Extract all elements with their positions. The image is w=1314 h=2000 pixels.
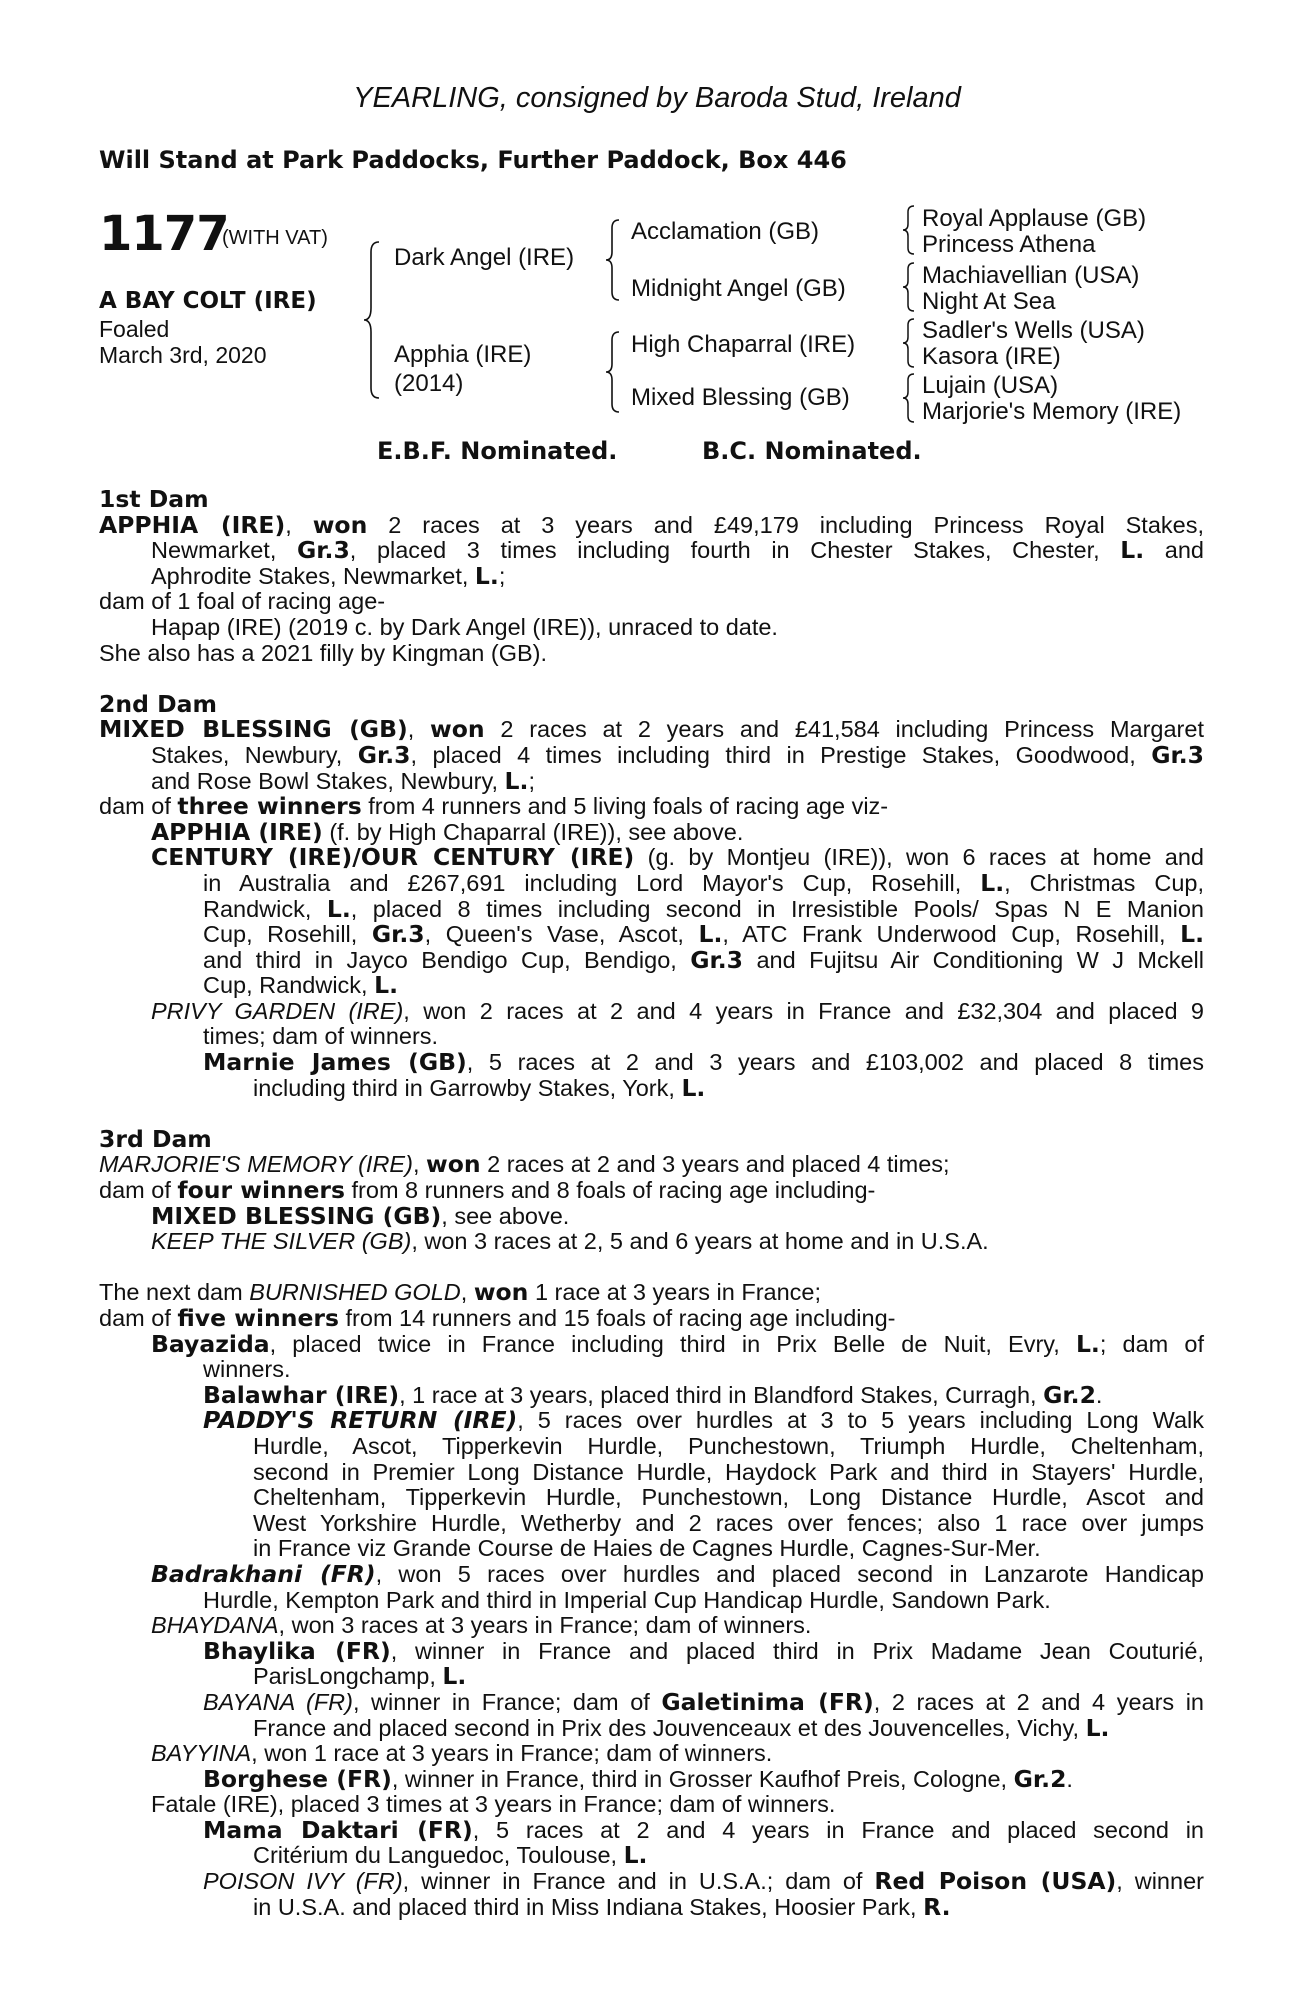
line-text: , placed 3 times including fourth in Chester Stakes, Chester, <box>349 537 1121 564</box>
line-text: Cup, Rosehill, <box>203 921 372 948</box>
catalogue-line <box>99 1201 1204 1230</box>
paragraph-gap <box>99 1101 1204 1127</box>
line-text: Fatale (IRE), placed 3 times at 3 years in France; dam of winners. <box>151 1791 836 1818</box>
emphasis-text: 1st Dam <box>99 485 209 513</box>
line-text: Critérium du Languedoc, Toulouse, <box>253 1842 624 1869</box>
lot-number: 1177 <box>99 206 229 262</box>
ss-sire-name: Royal Applause (GB) <box>922 205 1147 232</box>
emphasis-text: 3rd Dam <box>99 1124 212 1153</box>
emphasis-text: Gr.3 <box>690 945 744 974</box>
emphasis-text: Balawhar (IRE) <box>203 1380 400 1409</box>
catalogue-line <box>99 999 1204 1025</box>
line-text: in U.S.A. and placed third in Miss Indiana Stakes, Hoosier Park, <box>253 1893 924 1920</box>
emphasis-text: Gr.3 <box>1151 740 1204 769</box>
emphasis-text: APPHIA (IRE) <box>151 817 323 846</box>
line-text: , won 3 races at 2, 5 and 6 years at home and in U.S.A. <box>411 1228 989 1255</box>
catalogue-line <box>99 561 1204 590</box>
emphasis-text: L. <box>474 561 499 590</box>
emphasis-text: three winners <box>177 792 362 821</box>
emphasis-text: CENTURY (IRE)/OUR CENTURY (IRE) <box>151 843 635 872</box>
catalogue-line <box>99 766 1204 795</box>
emphasis-text: L. <box>698 920 723 949</box>
catalogue-line <box>99 641 1204 667</box>
catalogue-line <box>99 973 1204 999</box>
line-text: , 5 races at 2 and 4 years in France and placed second in <box>472 1816 1204 1843</box>
emphasis-text: APPHIA (IRE) <box>99 510 286 539</box>
consignment-title: YEARLING, consigned by Baroda Stud, Ireland <box>353 82 961 114</box>
line-text: , 5 races at 2 and 3 years and £103,002 and placed 8 times <box>466 1049 1204 1076</box>
line-text: Cheltenham, Tipperkevin Hurdle, Punchestown, Long Distance Hurdle, Ascot and <box>253 1484 1204 1511</box>
catalogue-line <box>99 717 1204 743</box>
emphasis-text: L. <box>980 868 1005 897</box>
line-text: (g. by Montjeu (IRE)), won 6 races at home and <box>634 844 1205 871</box>
catalogue-body <box>99 487 1204 1920</box>
line-text: second in Premier Long Distance Hurdle, Haydock Park and third in Stayers' Hurdle, <box>253 1458 1204 1485</box>
emphasis-text: Gr.2 <box>1043 1380 1096 1409</box>
emphasis-text: Galetinima (FR) <box>661 1687 874 1716</box>
catalogue-line <box>99 1613 1204 1639</box>
catalogue-line <box>99 1229 1204 1255</box>
sd-sire-name: Machiavellian (USA) <box>922 262 1140 289</box>
emphasis-text: BAYANA (FR) <box>203 1688 353 1715</box>
catalogue-line <box>99 1329 1204 1358</box>
line-text: Hurdle, Ascot, Tipperkevin Hurdle, Punchestown, Triumph Hurdle, Cheltenham, <box>253 1432 1204 1459</box>
catalogue-line <box>99 510 1204 539</box>
paragraph-gap <box>99 1255 1204 1281</box>
dam-name: Apphia (IRE) <box>394 341 532 368</box>
ebf-nomination: E.B.F. Nominated. <box>377 437 618 465</box>
emphasis-text: Gr.2 <box>1013 1764 1067 1793</box>
pedigree-brace-sire <box>605 218 623 302</box>
line-text: , won 3 races at 3 years in France; dam of winners. <box>278 1612 812 1639</box>
line-text: , Queen's Vase, Ascot, <box>424 921 699 948</box>
line-text: Aphrodite Stakes, Newmarket, <box>151 562 475 589</box>
line-text: , won 5 races over hurdles and placed second in Lanzarote Handicap <box>375 1560 1204 1587</box>
line-text: in Australia and £267,691 including Lord Mayor's Cup, Rosehill, <box>203 869 981 896</box>
catalogue-line <box>99 740 1204 769</box>
line-text: Hapap (IRE) (2019 c. by Dark Angel (IRE)), unraced to date. <box>151 613 778 640</box>
emphasis-text: five winners <box>177 1304 339 1332</box>
line-text: , <box>412 1151 426 1178</box>
catalogue-line <box>99 1713 1204 1742</box>
catalogue-line <box>99 894 1204 923</box>
line-text: , placed 4 times including third in Prestige Stakes, Goodwood, <box>410 741 1152 768</box>
line-text: , placed 8 times including second in Irresistible Pools/ Spas N E Manion <box>350 895 1204 922</box>
emphasis-text: L. <box>442 1662 467 1691</box>
bc-nomination: B.C. Nominated. <box>702 437 922 465</box>
emphasis-text: Bayazida <box>151 1329 270 1358</box>
line-text: , 5 races over hurdles at 3 to 5 years including Long Walk <box>517 1407 1204 1434</box>
catalogue-line <box>99 1843 1204 1869</box>
catalogue-line <box>99 1559 1204 1588</box>
emphasis-text: POISON IVY (FR) <box>203 1868 403 1895</box>
emphasis-text: L. <box>1075 1329 1100 1358</box>
emphasis-text: Borghese (FR) <box>203 1764 392 1793</box>
line-text: Randwick, <box>203 895 327 922</box>
line-text: 1 race at 3 years in France; <box>528 1279 822 1306</box>
emphasis-text: L. <box>1120 536 1145 565</box>
pedigree-brace-ds <box>902 317 918 369</box>
catalogue-line <box>99 1408 1204 1434</box>
line-text: , winner <box>1116 1868 1204 1895</box>
line-text: dam of 1 foal of racing age- <box>99 588 386 615</box>
emphasis-text: Mama Daktari (FR) <box>203 1815 473 1844</box>
dam-year: (2014) <box>394 370 464 397</box>
emphasis-text: Red Poison (USA) <box>874 1867 1117 1896</box>
catalogue-line <box>99 689 1204 718</box>
catalogue-line <box>99 1178 1204 1204</box>
emphasis-text: MIXED BLESSING (GB) <box>99 715 408 744</box>
emphasis-text: 2nd Dam <box>99 689 217 718</box>
dd-sire-name: Lujain (USA) <box>922 372 1059 399</box>
dam-dam-name: Mixed Blessing (GB) <box>631 384 850 411</box>
sire-dam-name: Midnight Angel (GB) <box>631 275 846 302</box>
emphasis-text: Gr.3 <box>357 740 411 769</box>
line-text: , winner in France and in U.S.A.; dam of <box>402 1868 875 1895</box>
emphasis-text: R. <box>923 1892 951 1921</box>
line-text: . <box>1066 1765 1073 1792</box>
line-text: The next dam <box>99 1279 250 1306</box>
line-text: , Christmas Cup, <box>1004 869 1204 896</box>
emphasis-text: L. <box>623 1841 648 1870</box>
catalogue-line <box>99 1434 1204 1460</box>
catalogue-line <box>99 794 1204 820</box>
line-text: Newmarket, <box>151 537 297 564</box>
catalogue-line <box>99 817 1204 846</box>
catalogue-line <box>99 1380 1204 1409</box>
sire-sire-name: Acclamation (GB) <box>631 218 820 245</box>
line-text: winners. <box>203 1356 291 1383</box>
catalogue-line <box>99 589 1204 615</box>
catalogue-line <box>99 615 1204 641</box>
line-text: ; <box>528 767 535 794</box>
pedigree-brace-sd <box>902 261 918 313</box>
catalogue-line <box>99 868 1204 897</box>
catalogue-line <box>99 945 1205 974</box>
catalogue-line <box>99 1792 1204 1818</box>
line-text: ; <box>498 562 506 589</box>
line-text: , 1 race at 3 years, placed third in Blandford Stakes, Curragh, <box>399 1381 1044 1408</box>
emphasis-text: PADDY'S RETURN (IRE) <box>203 1406 518 1435</box>
ds-dam-name: Kasora (IRE) <box>922 343 1061 370</box>
line-text: , winner in France, third in Grosser Kaufhof Preis, Cologne, <box>391 1765 1014 1792</box>
emphasis-text: L. <box>1085 1713 1110 1742</box>
catalogue-line <box>99 1536 1204 1562</box>
line-text: and Rose Bowl Stakes, Newbury, <box>151 767 505 794</box>
line-text: (f. by High Chaparral (IRE)), see above. <box>322 818 744 845</box>
catalogue-line <box>99 922 1204 948</box>
line-text: , won 1 race at 3 years in France; dam of winners. <box>251 1740 773 1767</box>
line-text: Cup, Randwick, <box>203 972 375 999</box>
sire-name: Dark Angel (IRE) <box>394 244 575 271</box>
catalogue-line <box>99 1687 1205 1716</box>
catalogue-line <box>99 1588 1204 1614</box>
catalogue-line <box>99 1741 1204 1767</box>
catalogue-line <box>99 1869 1204 1895</box>
foaled-label: Foaled <box>99 316 170 342</box>
emphasis-text: Marnie James (GB) <box>203 1048 467 1077</box>
line-text: dam of <box>99 1177 178 1204</box>
emphasis-text: Gr.3 <box>296 536 350 565</box>
dam-sire-name: High Chaparral (IRE) <box>631 331 856 358</box>
emphasis-text: BAYYINA <box>151 1740 252 1767</box>
foaled-date: March 3rd, 2020 <box>99 342 267 368</box>
catalogue-line <box>99 845 1204 871</box>
line-text: , 2 races at 2 and 4 years in <box>873 1688 1205 1715</box>
emphasis-text: L. <box>504 766 529 795</box>
line-text: including third in Garrowby Stakes, York, <box>253 1074 682 1101</box>
line-text: West Yorkshire Hurdle, Wetherby and 2 races over fences; also 1 race over jumps <box>253 1509 1204 1536</box>
line-text: and <box>1144 537 1204 564</box>
emphasis-text: MARJORIE'S MEMORY (IRE) <box>99 1151 413 1178</box>
catalogue-line <box>99 1764 1204 1793</box>
catalogue-line <box>99 1306 1204 1332</box>
catalogue-line <box>99 1815 1204 1844</box>
emphasis-text: Gr.3 <box>371 920 425 949</box>
emphasis-text: L. <box>326 894 351 923</box>
catalogue-line <box>99 1636 1204 1665</box>
line-text: 2 races at 2 years and £41,584 including Princess Margaret <box>484 716 1204 743</box>
line-text: . <box>1095 1381 1103 1408</box>
line-text: , ATC Frank Underwood Cup, Rosehill, <box>722 921 1181 948</box>
emphasis-text: BURNISHED GOLD <box>249 1279 461 1306</box>
line-text: France and placed second in Prix des Jouvenceaux et des Jouvencelles, Vichy, <box>253 1714 1086 1741</box>
line-text: , <box>407 716 431 743</box>
catalogue-line <box>99 1280 1204 1306</box>
pedigree-brace-main <box>363 240 383 400</box>
emphasis-text: PRIVY GARDEN (IRE) <box>151 997 404 1024</box>
line-text: ; dam of <box>1099 1330 1204 1357</box>
sd-dam-name: Night At Sea <box>922 288 1056 315</box>
catalogue-line <box>99 1073 1204 1102</box>
line-text: , <box>285 511 313 538</box>
emphasis-text: L. <box>1180 920 1205 949</box>
emphasis-text: four winners <box>177 1176 345 1205</box>
emphasis-text: won <box>473 1278 529 1307</box>
pedigree-brace-dd <box>902 372 918 424</box>
line-text: , winner in France and placed third in Prix Madame Jean Couturié, <box>390 1637 1204 1664</box>
line-text: , see above. <box>441 1202 570 1229</box>
emphasis-text: L. <box>681 1073 706 1102</box>
stand-location: Will Stand at Park Paddocks, Further Paddock, Box 446 <box>99 146 847 174</box>
line-text: times; dam of winners. <box>203 1023 439 1050</box>
line-text: , placed twice in France including third in Prix Belle de Nuit, Evry, <box>269 1330 1076 1357</box>
catalogue-line <box>99 1024 1204 1050</box>
catalogue-line <box>99 1357 1204 1383</box>
emphasis-text: won <box>430 715 485 744</box>
line-text: 2 races at 3 years and £49,179 including Princess Royal Stakes, <box>367 511 1204 538</box>
line-text: dam of <box>99 1305 178 1331</box>
line-text: from 4 runners and 5 living foals of racing age viz- <box>361 793 889 820</box>
emphasis-text: L. <box>374 971 399 1000</box>
catalogue-line <box>99 1460 1204 1486</box>
emphasis-text: BHAYDANA <box>151 1612 279 1639</box>
line-text: 2 races at 2 and 3 years and placed 4 times; <box>480 1151 950 1178</box>
dd-dam-name: Marjorie's Memory (IRE) <box>922 398 1182 425</box>
emphasis-text: MIXED BLESSING (GB) <box>151 1201 442 1230</box>
ss-dam-name: Princess Athena <box>922 231 1096 258</box>
catalogue-line <box>99 538 1204 564</box>
line-text: dam of <box>99 793 178 820</box>
vat-note: (WITH VAT) <box>222 227 328 249</box>
line-text: , winner in France; dam of <box>352 1688 662 1715</box>
catalogue-line <box>99 487 1204 513</box>
line-text: from 8 runners and 8 foals of racing age including- <box>345 1177 876 1204</box>
ds-sire-name: Sadler's Wells (USA) <box>922 317 1145 344</box>
line-text: ParisLongchamp, <box>253 1663 443 1690</box>
emphasis-text: KEEP THE SILVER (GB) <box>151 1228 412 1255</box>
line-text: She also has a 2021 filly by Kingman (GB). <box>99 639 548 666</box>
catalogue-line <box>99 1664 1204 1690</box>
emphasis-text: won <box>312 510 368 539</box>
catalogue-line <box>99 1050 1204 1076</box>
line-text: from 14 runners and 15 foals of racing age including- <box>338 1305 896 1331</box>
line-text: and Fujitsu Air Conditioning W J Mckell <box>743 946 1205 973</box>
line-text: Stakes, Newbury, <box>151 741 358 768</box>
line-text: in France viz Grande Course de Haies de Cagnes Hurdle, Cagnes-Sur-Mer. <box>253 1535 1041 1562</box>
catalogue-line <box>99 1892 1204 1921</box>
paragraph-gap <box>99 666 1204 692</box>
pedigree-brace-dam <box>605 330 623 414</box>
emphasis-text: won <box>426 1150 481 1179</box>
catalogue-line <box>99 1152 1204 1178</box>
line-text: , won 2 races at 2 and 4 years in France and £32,304 and placed 9 <box>403 997 1204 1024</box>
catalogue-line <box>99 1485 1204 1511</box>
emphasis-text: Badrakhani (FR) <box>151 1559 376 1588</box>
catalogue-line <box>99 1124 1204 1153</box>
pedigree-brace-ss <box>902 204 918 256</box>
emphasis-text: Bhaylika (FR) <box>203 1636 391 1665</box>
line-text: and third in Jayco Bendigo Cup, Bendigo, <box>203 946 691 973</box>
catalogue-line <box>99 1511 1204 1537</box>
lot-description: A BAY COLT (IRE) <box>99 288 317 314</box>
line-text: Hurdle, Kempton Park and third in Imperial Cup Handicap Hurdle, Sandown Park. <box>203 1586 1051 1613</box>
line-text: , <box>460 1279 474 1306</box>
